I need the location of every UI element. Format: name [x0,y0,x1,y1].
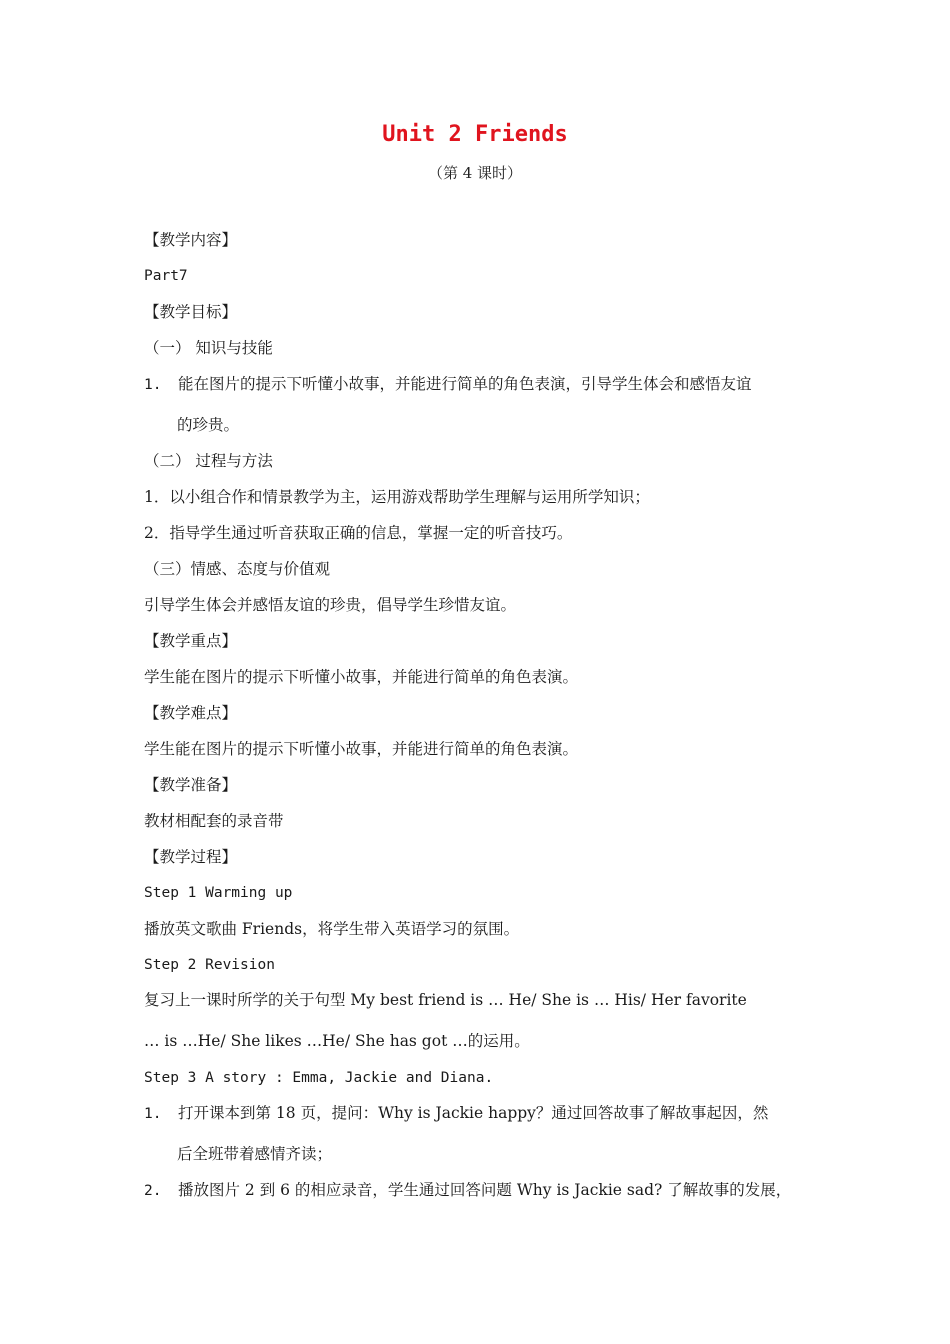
step2-title: Step 2 Revision [144,957,275,973]
content-text: Part7 [144,268,188,284]
content-heading: 【教学内容】 [144,231,238,249]
step2-text-line2: … is …He/ She likes …He/ She has got …的运用。 [144,1032,530,1050]
difficulty-text: 学生能在图片的提示下听懂小故事，并能进行简单的角色表演。 [144,740,579,758]
step2-text-line1: 复习上一课时所学的关于句型 My best friend is … He/ She is … His/ Her favorite [144,991,747,1009]
goals-heading: 【教学目标】 [144,303,238,321]
process-heading: 【教学过程】 [144,848,238,866]
goal2-item-1: 1．以小组合作和情景教学为主，运用游戏帮助学生理解与运用所学知识； [144,488,650,506]
goal1-item-continued: 的珍贵。 [177,416,240,434]
step3-title: Step 3 A story : Emma, Jackie and Diana. [144,1070,494,1086]
preparation-text: 教材相配套的录音带 [144,812,284,830]
step3-item-2-text: 播放图片 2 到 6 的相应录音，学生通过回答问题 Why is Jackie sad? 了解故事的发展， [178,1181,792,1199]
step1-text: 播放英文歌曲 Friends，将学生带入英语学习的氛围。 [144,920,520,938]
key-points-heading: 【教学重点】 [144,632,238,650]
goal2-heading: （二） 过程与方法 [144,452,273,470]
goal1-item-number: 1. [144,377,162,393]
goal3-heading: （三）情感、态度与价值观 [144,560,331,578]
goal3-text: 引导学生体会并感悟友谊的珍贵，倡导学生珍惜友谊。 [144,596,517,614]
goal1-item [144,374,752,395]
step3-item-1-continued: 后全班带着感情齐读； [177,1145,333,1163]
goal2-item-2: 2．指导学生通过听音获取正确的信息，掌握一定的听音技巧。 [144,524,573,542]
step3-item-1-text: 打开课本到第 18 页，提问：Why is Jackie happy？通过回答故事了解故事起因，然 [178,1104,769,1122]
lesson-subtitle: （第 4 课时） [427,164,523,182]
document-title: Unit 2 Friends [382,122,568,147]
goal1-heading: （一） 知识与技能 [144,339,273,357]
step3-item-1 [144,1103,768,1124]
goal1-item-text: 能在图片的提示下听懂小故事，并能进行简单的角色表演，引导学生体会和感悟友谊 [178,375,752,393]
preparation-heading: 【教学准备】 [144,776,238,794]
step1-title: Step 1 Warming up [144,885,293,901]
step3-item-2-number: 2. [144,1183,162,1199]
step3-item-1-number: 1. [144,1106,162,1122]
key-points-text: 学生能在图片的提示下听懂小故事，并能进行简单的角色表演。 [144,668,579,686]
step3-item-2 [144,1180,791,1201]
difficulty-heading: 【教学难点】 [144,704,238,722]
